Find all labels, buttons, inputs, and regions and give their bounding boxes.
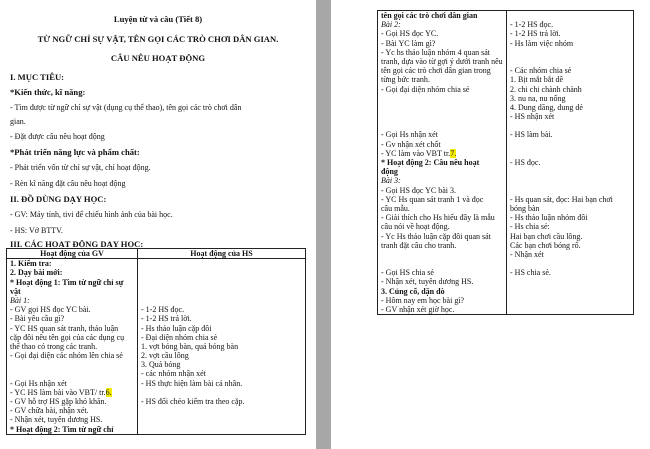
lesson-heading-2: CÂU NÊU HOẠT ĐỘNG bbox=[110, 53, 206, 63]
competence-title: *Phát triển năng lực và phẩm chất: bbox=[10, 147, 140, 157]
table-line: 2. vợt cầu lông bbox=[141, 351, 189, 361]
materials-item-2: - HS: Vở BTTV. bbox=[10, 226, 63, 235]
table-line: - GV chữa bài, nhận xét. bbox=[10, 406, 89, 416]
table-line bbox=[381, 94, 503, 103]
col-header-hs: Hoạt động của HS bbox=[138, 249, 306, 259]
table-line: câu mẫu. bbox=[381, 203, 410, 213]
table-line: - Yc hs thảo luận nhóm 4 quan sát bbox=[381, 47, 491, 57]
table-line bbox=[510, 287, 630, 296]
table-line: vật bbox=[10, 286, 21, 296]
table-line: - Gọi Hs nhận xét bbox=[381, 130, 438, 140]
table-line bbox=[141, 388, 302, 397]
section-materials: II. ĐỒ DÙNG DẠY HỌC: bbox=[10, 194, 107, 204]
table-line: 4. Dung dăng, dung dẻ bbox=[510, 102, 583, 112]
table-line: - Gv nhận xét chốt bbox=[381, 139, 441, 149]
table-line: - Nhận xét, tuyên dương HS. bbox=[381, 277, 474, 287]
table-line bbox=[510, 176, 630, 185]
table-line bbox=[141, 268, 302, 277]
table-line: - Yc Hs thảo luận cặp đôi quan sát bbox=[381, 231, 491, 241]
table-line: bóng bàn bbox=[510, 203, 540, 213]
table-line bbox=[381, 250, 503, 259]
table-line bbox=[510, 149, 630, 158]
table-line: - các nhóm nhận xét bbox=[141, 369, 206, 379]
table-line bbox=[510, 167, 630, 176]
document-page-2 bbox=[331, 0, 650, 449]
table-line bbox=[510, 121, 630, 130]
table-line bbox=[141, 278, 302, 287]
table-line bbox=[141, 425, 302, 434]
table-line: - Đại diện nhóm chia sẻ bbox=[141, 332, 218, 342]
table-line: - Hs thảo luận nhóm đôi bbox=[510, 213, 588, 223]
document-page-1 bbox=[0, 0, 316, 449]
table-line: - Nhận xét bbox=[510, 249, 544, 259]
table-line bbox=[381, 103, 503, 112]
table-line: tên gọi các trò chơi dân gian bbox=[381, 11, 478, 20]
table-line: - Hs chia sẻ: bbox=[510, 222, 550, 232]
section-objectives: I. MỤC TIÊU: bbox=[10, 72, 65, 82]
table-line: 3. Củng cố, dặn dò bbox=[381, 286, 445, 296]
table-line: 2. Dạy bài mới: bbox=[10, 268, 63, 278]
table-line: - HS đổi chéo kiểm tra theo cặp. bbox=[141, 397, 245, 407]
table-line bbox=[141, 296, 302, 305]
table-line: - HS nhận xét bbox=[510, 112, 555, 122]
table-line: - 1-2 HS trả lời. bbox=[141, 314, 192, 324]
table-line bbox=[510, 57, 630, 66]
table-line: 1. Kiểm tra: bbox=[10, 259, 52, 269]
table-line bbox=[510, 296, 630, 305]
table-line: - Gọi đại diện các nhóm lên chia sẻ bbox=[10, 351, 123, 361]
table-line: - HS chia sẻ. bbox=[510, 268, 551, 278]
competence-item-1: - Phát triển vốn từ chỉ sự vật, chỉ hoạt động. bbox=[10, 163, 151, 172]
table-line: - Bài yêu cầu gì? bbox=[10, 314, 65, 324]
table-line: 1. Bịt mắt bắt dê bbox=[510, 75, 564, 85]
table-line: - 1-2 HS đọc. bbox=[141, 305, 185, 315]
table-line: từng bức tranh. bbox=[381, 75, 430, 85]
table-line: Bài 3: bbox=[381, 176, 401, 186]
knowledge-item-1: - Tìm được từ ngữ chỉ sự vật (dụng cụ thể thao), tên gọi các trò chơi dân bbox=[10, 103, 242, 112]
table-line: - 1-2 HS trả lời. bbox=[510, 29, 561, 39]
materials-item-1: - GV: Máy tính, tivi để chiếu hình ảnh của bài học. bbox=[10, 210, 173, 219]
table-line: - Hôm nay em học bài gì? bbox=[381, 295, 465, 305]
table-line: - YC HS làm bài vào VBT/ tr.6. bbox=[10, 387, 112, 397]
table-line: - Giải thích cho Hs hiểu đây là mẫu bbox=[381, 213, 495, 223]
table-line: - HS thực hiện làm bài cá nhân. bbox=[141, 378, 243, 388]
knowledge-item-2: - Đặt được câu nêu hoạt động bbox=[10, 132, 105, 141]
table-line: câu nói về hoạt động. bbox=[381, 222, 450, 232]
table-line bbox=[141, 406, 302, 415]
table-line: - HS làm bài. bbox=[510, 130, 553, 140]
table-line bbox=[510, 140, 630, 149]
table-line: * Hoạt động 1: Tìm từ ngữ chỉ sự bbox=[10, 277, 124, 287]
table-line: - GV nhận xét giờ học. bbox=[381, 305, 455, 314]
table-line bbox=[510, 305, 630, 314]
hs-activities-cell-2 bbox=[507, 11, 634, 315]
table-line: - Gọi đại diện nhóm chia sẻ bbox=[381, 84, 470, 94]
table-line: - YC Hs quan sát tranh 1 và đọc bbox=[381, 194, 484, 204]
table-line bbox=[510, 259, 630, 268]
table-line: 3. Quả bóng bbox=[141, 360, 181, 370]
table-line: tranh đặt câu cho tranh. bbox=[381, 240, 457, 250]
table-line: - 1-2 HS đọc. bbox=[510, 20, 554, 30]
table-line bbox=[381, 112, 503, 121]
table-line: Bài 1: bbox=[10, 295, 30, 305]
table-line: cặp đôi nêu tên gọi của các dụng cụ bbox=[10, 332, 125, 342]
activities-table-1 bbox=[6, 248, 306, 435]
section-activities: III. CÁC HOẠT ĐỘNG DẠY HỌC: bbox=[10, 239, 144, 249]
table-line: - Hs quan sát, đọc: Hai bạn chơi bbox=[510, 194, 613, 204]
activities-table-2 bbox=[377, 10, 634, 315]
table-line: Hai bạn chơi cầu lông. bbox=[510, 231, 583, 241]
table-line: - Gọi Hs nhận xét bbox=[10, 378, 67, 388]
table-line bbox=[381, 259, 503, 268]
table-line: Bài 2: bbox=[381, 20, 401, 30]
table-line: thể thao có trong các tranh. bbox=[10, 341, 98, 351]
table-line: tranh, dựa vào từ gợi ý dưới tranh nêu bbox=[381, 56, 503, 66]
table-line: - YC HS quan sát tranh, thảo luận bbox=[10, 323, 119, 333]
table-line bbox=[141, 415, 302, 424]
competence-item-2: - Rèn kĩ năng đặt câu nêu hoạt động bbox=[10, 179, 126, 188]
table-line bbox=[510, 11, 630, 20]
table-line bbox=[10, 360, 134, 369]
table-line: * Hoạt động 2: Tìm từ ngữ chỉ bbox=[10, 424, 114, 434]
table-line: - YC làm vào VBT tr.7. bbox=[381, 148, 457, 158]
knowledge-title: *Kiến thức, kĩ năng: bbox=[10, 87, 86, 97]
gv-activities-cell bbox=[7, 259, 138, 435]
table-line: tên gọi các trò chơi dân gian trong bbox=[381, 66, 491, 76]
highlighted-page-ref: 7. bbox=[450, 148, 457, 158]
table-line: - Hs thảo luận cặp đôi bbox=[141, 323, 212, 333]
col-header-gv: Hoạt động của GV bbox=[7, 249, 138, 259]
table-line: - Gọi HS đọc YC. bbox=[381, 29, 439, 39]
table-line: - HS đọc. bbox=[510, 158, 541, 167]
table-line: 1. vợt bóng bàn, quả bóng bàn bbox=[141, 341, 239, 351]
knowledge-item-1-cont: gian. bbox=[10, 117, 26, 126]
table-line: 3. nu na, nu nống bbox=[510, 93, 566, 103]
table-line: động bbox=[381, 167, 398, 177]
table-line: - GV gọi HS đọc YC bài. bbox=[10, 305, 91, 315]
lesson-heading-1: TỪ NGỮ CHỈ SỰ VẬT, TÊN GỌI CÁC TRÒ CHƠI DÂN GIAN. bbox=[37, 34, 279, 44]
lesson-title: Luyện từ và câu (Tiết 8) bbox=[113, 14, 203, 24]
table-line bbox=[510, 48, 630, 57]
table-line: - Nhận xét, tuyên dương HS. bbox=[10, 415, 103, 425]
table-line bbox=[381, 121, 503, 130]
table-line bbox=[510, 186, 630, 195]
table-line: - GV hỗ trợ HS gặp khó khăn. bbox=[10, 397, 107, 407]
hs-activities-cell bbox=[138, 259, 306, 435]
gv-activities-cell-2 bbox=[378, 11, 507, 315]
table-line: 2. chi chi chành chành bbox=[510, 84, 582, 94]
table-line: * Hoạt động 2: Câu nêu hoạt bbox=[381, 158, 480, 167]
highlighted-page-ref: 6. bbox=[105, 387, 112, 397]
table-line: - Gọi HS chia sẻ bbox=[381, 268, 434, 278]
table-line: - Các nhóm chia sẻ bbox=[510, 66, 572, 76]
table-line: - Hs làm việc nhóm bbox=[510, 38, 574, 48]
table-line bbox=[510, 277, 630, 286]
table-line bbox=[10, 369, 134, 378]
table-line bbox=[141, 287, 302, 296]
table-line: - Gọi HS đọc YC bài 3. bbox=[381, 185, 457, 195]
table-line: - Bài YC làm gì? bbox=[381, 38, 436, 48]
table-line: Các bạn chơi bóng rổ. bbox=[510, 240, 581, 250]
table-line bbox=[141, 259, 302, 268]
